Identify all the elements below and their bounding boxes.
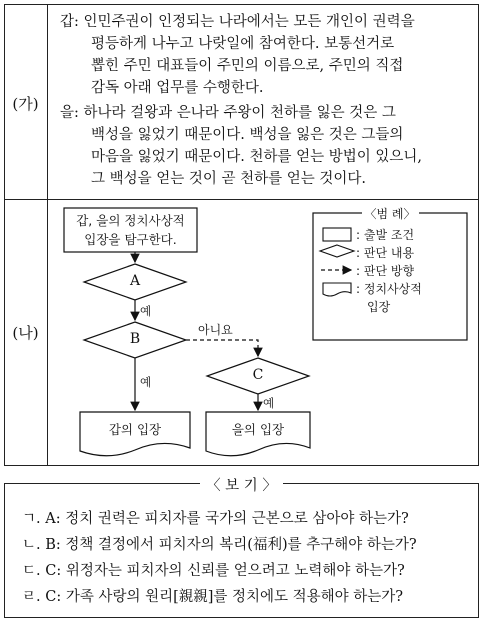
bogi-item: ㄱ. A: 정치 권력은 피치자를 국가의 근본으로 삼아야 하는가? [22, 511, 409, 527]
node-a-label: A [129, 273, 141, 289]
text-line: 그 백성을 얻는 것이 곧 천하를 얻는 것이다. [91, 171, 366, 187]
legend-item-start: : 출발 조건 [356, 228, 415, 242]
legend-item-text: 정치사상적 [363, 282, 422, 296]
legend-item-text: 판단 방향 [363, 264, 415, 278]
yes-label-b: 예 [140, 375, 152, 389]
legend-item-judge: : 판단 내용 [356, 246, 415, 260]
text-line: 뽑힌 주민 대표들이 주민의 이름으로, 주민의 직접 [91, 58, 404, 74]
legend-item-position: : 정치사상적 [356, 282, 422, 296]
text-line: 평등하게 나누고 나랏일에 참여한다. 보통선거로 [91, 36, 395, 52]
bogi-item: ㄴ. B: 정책 결정에서 피치자의 복리(福利)를 추구해야 하는가? [22, 537, 417, 553]
start-box-text [64, 211, 197, 249]
yes-label-c: 예 [263, 396, 275, 410]
text-line: 감독 아래 업무를 수행한다. [91, 80, 264, 96]
text-line: 을: 하나라 걸왕과 은나라 주왕이 천하를 잃은 것은 그 [60, 105, 396, 121]
bogi-title-wrap [0, 474, 483, 495]
legend-item-text: 판단 내용 [363, 246, 415, 260]
legend-item-position-2: 입장 [367, 300, 391, 314]
text-line: 마음을 잃었기 때문이다. 천하를 얻는 방법이 있으니, [91, 149, 423, 165]
legend-title: 〈범 례〉 [362, 207, 419, 221]
start-box-line: 갑, 을의 정치사상적 [76, 213, 185, 228]
legend-item-text: 출발 조건 [363, 228, 415, 242]
no-label: 아니요 [198, 323, 233, 337]
node-b-label: B [129, 331, 141, 347]
bogi-title: 〈 보 기 〉 [200, 478, 283, 494]
end-gap-label: 갑의 입장 [108, 422, 162, 437]
text-line: 갑: 인민주권이 인정되는 나라에서는 모든 개인이 권력을 [60, 14, 415, 30]
section-na-label: (나) [12, 324, 39, 342]
arrow-b-c [186, 340, 258, 356]
bogi-item: ㄹ. C: 가족 사랑의 원리[親親]를 정치에도 적용해야 하는가? [22, 589, 404, 605]
node-c-label: C [252, 367, 264, 383]
legend-item-direction: : 판단 방향 [356, 264, 415, 278]
start-box-line: 입장을 탐구한다. [84, 232, 177, 247]
legend-title-wrap [313, 205, 467, 222]
end-eul-label: 을의 입장 [231, 422, 285, 437]
text-line: 백성을 잃었기 때문이다. 백성을 잃은 것은 그들의 [91, 127, 404, 143]
legend-rect-icon [323, 228, 351, 241]
bogi-item: ㄷ. C: 위정자는 피치자의 신뢰를 얻으려고 노력해야 하는가? [22, 563, 405, 579]
section-ga-label: (가) [12, 95, 39, 113]
yes-label-a: 예 [140, 304, 152, 318]
